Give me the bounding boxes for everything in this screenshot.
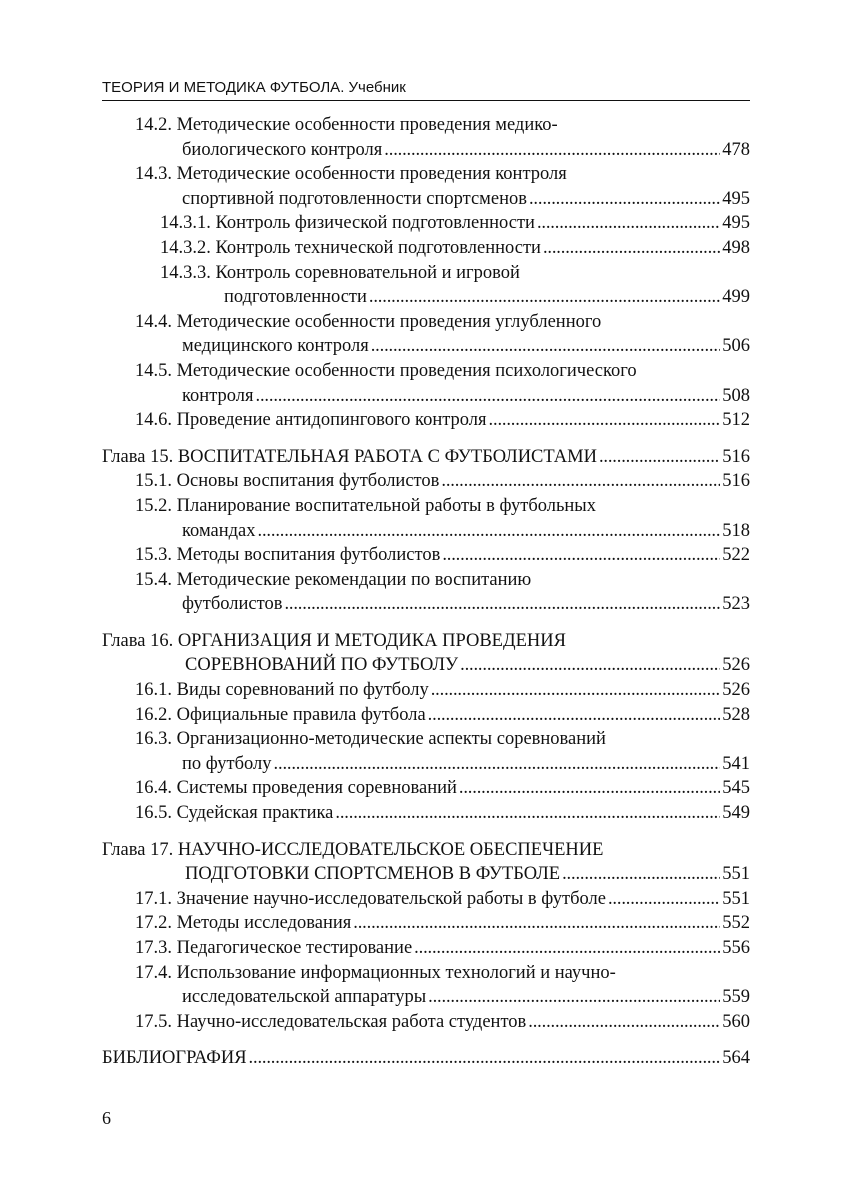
toc-entry-text: 16.2. Официальные правила футбола: [135, 704, 426, 725]
toc-entry-text: командах: [182, 520, 256, 541]
toc-entry-text: контроля: [182, 385, 254, 406]
toc-entry: [135, 543, 750, 568]
leader-dots: [249, 1046, 721, 1071]
toc-entry-text: СОРЕВНОВАНИЙ ПО ФУТБОЛУ: [185, 655, 459, 676]
toc-chapter: [102, 445, 750, 470]
toc-page-number: 518: [722, 520, 750, 541]
toc-page-number: 552: [722, 913, 750, 934]
leader-dots: [371, 334, 721, 359]
toc-entry-text: футболистов: [182, 594, 283, 615]
toc-entry-text: спортивной подготовленности спортсменов: [182, 188, 527, 209]
toc-page-number: 512: [722, 410, 750, 431]
toc-page-number: 551: [722, 888, 750, 909]
toc-page-number: 516: [722, 446, 750, 467]
toc-entry-text: Глава 16. ОРГАНИЗАЦИЯ И МЕТОДИКА ПРОВЕДЕНИЯ: [102, 630, 566, 651]
toc-entry-text: Глава 15. ВОСПИТАТЕЛЬНАЯ РАБОТА С ФУТБОЛИСТАМИ: [102, 446, 597, 467]
toc-entry: [160, 261, 750, 310]
toc-entry-text: 14.5. Методические особенности проведения психологического: [135, 360, 637, 381]
toc-entry-text: 14.3.3. Контроль соревновательной и игровой: [160, 262, 520, 283]
toc-entry-text: по футболу: [182, 753, 272, 774]
toc-entry-text: 16.1. Виды соревнований по футболу: [135, 680, 429, 701]
toc-entry-text: исследовательской аппаратуры: [182, 987, 427, 1008]
leader-dots: [256, 384, 721, 409]
toc-page-number: 549: [722, 803, 750, 824]
toc-entry-text: биологического контроля: [182, 139, 383, 160]
leader-dots: [529, 187, 720, 212]
toc-entry: [135, 961, 750, 1010]
toc-page-number: 508: [722, 385, 750, 406]
toc-entry-text: медицинского контроля: [182, 336, 369, 357]
toc-entry-text: 17.3. Педагогическое тестирование: [135, 938, 413, 958]
toc-entry-text: 14.3.1. Контроль физической подготовленности: [160, 213, 535, 234]
toc-page-number: 564: [722, 1048, 750, 1069]
leader-dots: [284, 592, 720, 617]
leader-dots: [369, 285, 720, 310]
leader-dots: [562, 862, 720, 887]
toc-entry: [135, 359, 750, 408]
toc-page-number: 516: [722, 471, 750, 492]
toc-page-number: 541: [722, 753, 750, 774]
toc-page-number: 545: [722, 778, 750, 799]
toc-entry: [135, 162, 750, 211]
toc-page-number: 506: [722, 336, 750, 357]
toc-entry-text: 17.1. Значение научно-исследовательской работы в футболе: [135, 888, 606, 909]
toc-entry: [135, 113, 750, 162]
toc-entry-text: 17.2. Методы исследования: [135, 913, 352, 934]
leader-dots: [428, 985, 720, 1010]
toc-page-number: 528: [722, 704, 750, 725]
toc-entry: [135, 936, 750, 961]
leader-dots: [599, 445, 720, 470]
toc-page-number: 559: [722, 987, 750, 1008]
toc-entry: [135, 568, 750, 617]
toc-entry: [135, 469, 750, 494]
toc-entry: [135, 776, 750, 801]
toc-page-number: 523: [722, 594, 750, 615]
toc-entry-text: 17.5. Научно-исследовательская работа студентов: [135, 1011, 527, 1032]
toc-chapter: [102, 629, 750, 678]
toc-page-number: 495: [722, 213, 750, 234]
toc-bibliography: [102, 1046, 750, 1071]
toc-page-number: 526: [722, 655, 750, 676]
toc-page-number: 499: [722, 287, 750, 308]
header-rule: [102, 100, 750, 101]
toc-entry: [135, 801, 750, 826]
leader-dots: [489, 408, 721, 433]
toc-page-number: 498: [722, 237, 750, 258]
toc-entry-text: 14.3. Методические особенности проведения контроля: [135, 164, 567, 185]
toc-entry: [135, 408, 750, 433]
toc-page-number: 560: [722, 1011, 750, 1032]
table-of-contents: [102, 113, 750, 1071]
toc-entry: [160, 236, 750, 261]
leader-dots: [353, 911, 720, 936]
leader-dots: [335, 801, 720, 826]
leader-dots: [528, 1010, 720, 1035]
toc-entry-text: 16.3. Организационно-методические аспекты соревнований: [135, 729, 606, 750]
toc-entry-text: 15.1. Основы воспитания футболистов: [135, 471, 440, 492]
toc-entry-text: 14.2. Методические особенности проведения медико-: [135, 115, 558, 135]
toc-entry-text: 14.4. Методические особенности проведения углубленного: [135, 311, 602, 332]
toc-entry: [160, 211, 750, 236]
toc-entry-text: 14.6. Проведение антидопингового контроля: [135, 410, 487, 431]
leader-dots: [414, 936, 720, 961]
toc-entry: [135, 887, 750, 912]
toc-page-number: 478: [722, 139, 750, 160]
toc-entry: [135, 678, 750, 703]
leader-dots: [441, 469, 720, 494]
toc-page-number: 526: [722, 680, 750, 701]
toc-entry: [135, 727, 750, 776]
toc-entry-text: 17.4. Использование информационных технологий и научно-: [135, 962, 616, 983]
toc-page-number: 551: [722, 864, 750, 885]
toc-page-number: 556: [722, 938, 750, 958]
toc-entry: [135, 703, 750, 728]
leader-dots: [459, 776, 720, 801]
leader-dots: [384, 138, 720, 163]
leader-dots: [460, 653, 720, 678]
toc-entry: [135, 911, 750, 936]
toc-entry: [135, 1010, 750, 1035]
leader-dots: [428, 703, 721, 728]
toc-page-number: 522: [722, 545, 750, 566]
leader-dots: [431, 678, 721, 703]
leader-dots: [258, 519, 721, 544]
toc-entry-text: 14.3.2. Контроль технической подготовленности: [160, 237, 541, 258]
toc-entry-text: 16.5. Судейская практика: [135, 803, 334, 824]
toc-entry-text: 16.4. Системы проведения соревнований: [135, 778, 457, 799]
leader-dots: [274, 752, 721, 777]
toc-entry-text: ПОДГОТОВКИ СПОРТСМЕНОВ В ФУТБОЛЕ: [185, 864, 561, 885]
toc-entry-text: 15.4. Методические рекомендации по воспитанию: [135, 569, 532, 590]
toc-entry-text: 15.2. Планирование воспитательной работы в футбольных: [135, 495, 596, 516]
toc-entry-text: подготовленности: [224, 287, 367, 308]
toc-entry: [135, 310, 750, 359]
toc-entry-text: БИБЛИОГРАФИЯ: [102, 1048, 247, 1069]
toc-entry: [135, 494, 750, 543]
page-number: 6: [102, 1108, 111, 1128]
toc-page-number: 495: [722, 188, 750, 209]
leader-dots: [543, 236, 720, 261]
running-header: ТЕОРИЯ И МЕТОДИКА ФУТБОЛА. Учебник: [102, 79, 406, 96]
leader-dots: [442, 543, 720, 568]
leader-dots: [608, 887, 720, 912]
toc-chapter: [102, 838, 750, 887]
leader-dots: [537, 211, 720, 236]
toc-entry-text: Глава 17. НАУЧНО-ИССЛЕДОВАТЕЛЬСКОЕ ОБЕСПЕЧЕНИЕ: [102, 839, 604, 860]
toc-entry-text: 15.3. Методы воспитания футболистов: [135, 545, 441, 566]
